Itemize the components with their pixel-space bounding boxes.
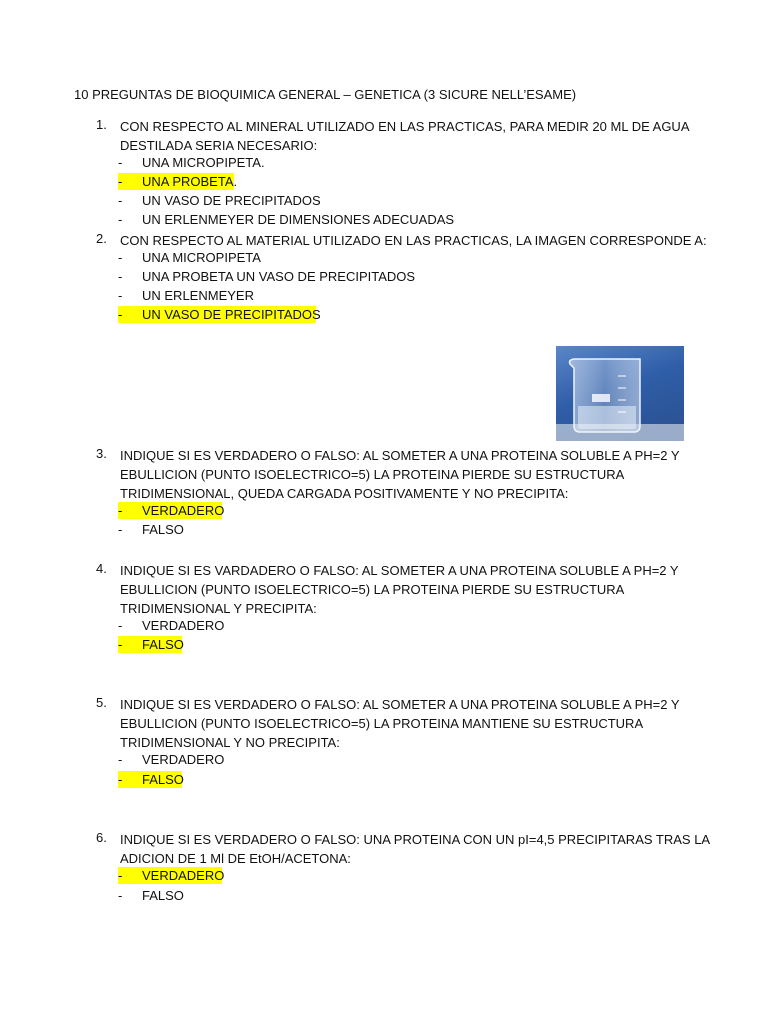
question-5-option-1: VERDADERO — [142, 752, 225, 767]
question-6-option-2: FALSO — [142, 888, 184, 903]
dash: - — [118, 155, 123, 170]
question-4-line-1: INDIQUE SI ES VARDADERO O FALSO: AL SOMETER A UNA PROTEINA SOLUBLE A PH=2 Y — [120, 563, 679, 578]
question-4-number: 4. — [96, 561, 107, 576]
dash: - — [118, 174, 123, 189]
question-4-option-1: VERDADERO — [142, 618, 225, 633]
question-1-option-2-suffix: . — [233, 174, 238, 189]
document-title: 10 PREGUNTAS DE BIOQUIMICA GENERAL – GENETICA (3 SICURE NELL’ESAME) — [74, 87, 577, 102]
question-1-option-4: UN ERLENMEYER DE DIMENSIONES ADECUADAS — [142, 212, 455, 227]
beaker-image — [556, 346, 684, 441]
question-2-option-1: UNA MICROPIPETA — [142, 250, 261, 265]
question-5-option-2: FALSO — [142, 772, 184, 787]
dash: - — [118, 307, 123, 322]
dash: - — [118, 250, 123, 265]
question-2-option-4: UN VASO DE PRECIPITADOS — [142, 307, 321, 322]
question-1-number: 1. — [96, 117, 107, 132]
dash: - — [118, 888, 123, 903]
beaker-icon — [556, 346, 684, 441]
question-3-line-1: INDIQUE SI ES VERDADERO O FALSO: AL SOMETER A UNA PROTEINA SOLUBLE A PH=2 Y — [120, 448, 680, 463]
dash: - — [118, 269, 123, 284]
dash: - — [118, 868, 123, 883]
dash: - — [118, 637, 123, 652]
question-1-line-1: CON RESPECTO AL MINERAL UTILIZADO EN LAS PRACTICAS, PARA MEDIR 20 ML DE AGUA — [120, 119, 690, 134]
dash: - — [118, 288, 123, 303]
question-5-line-3: TRIDIMENSIONAL Y NO PRECIPITA: — [120, 735, 340, 750]
question-1-line-2: DESTILADA SERIA NECESARIO: — [120, 138, 318, 153]
question-6-option-1: VERDADERO — [142, 868, 225, 883]
question-3-line-3: TRIDIMENSIONAL, QUEDA CARGADA POSITIVAMENTE Y NO PRECIPITA: — [120, 486, 569, 501]
question-2-option-3: UN ERLENMEYER — [142, 288, 254, 303]
question-2-number: 2. — [96, 231, 107, 246]
dash: - — [118, 212, 123, 227]
question-6-line-2: ADICION DE 1 Ml DE EtOH/ACETONA: — [120, 851, 351, 866]
question-1-option-2 — [142, 174, 237, 189]
question-5-line-2: EBULLICION (PUNTO ISOELECTRICO=5) LA PROTEINA MANTIENE SU ESTRUCTURA — [120, 716, 644, 731]
dash: - — [118, 772, 123, 787]
question-1-option-1: UNA MICROPIPETA. — [142, 155, 265, 170]
dash: - — [118, 503, 123, 518]
question-5-number: 5. — [96, 695, 107, 710]
question-1-option-2-label: UNA PROBETA — [142, 174, 234, 189]
question-2-option-2: UNA PROBETA UN VASO DE PRECIPITADOS — [142, 269, 416, 284]
question-6-number: 6. — [96, 830, 107, 845]
question-4-line-3: TRIDIMENSIONAL Y PRECIPITA: — [120, 601, 317, 616]
question-5-line-1: INDIQUE SI ES VERDADERO O FALSO: AL SOMETER A UNA PROTEINA SOLUBLE A PH=2 Y — [120, 697, 680, 712]
dash: - — [118, 752, 123, 767]
question-3-option-2: FALSO — [142, 522, 184, 537]
dash: - — [118, 618, 123, 633]
dash: - — [118, 522, 123, 537]
dash: - — [118, 193, 123, 208]
question-2-line-1: CON RESPECTO AL MATERIAL UTILIZADO EN LAS PRACTICAS, LA IMAGEN CORRESPONDE A: — [120, 233, 707, 248]
question-6-line-1: INDIQUE SI ES VERDADERO O FALSO: UNA PROTEINA CON UN pI=4,5 PRECIPITARAS TRAS LA — [120, 832, 711, 847]
question-3-option-1: VERDADERO — [142, 503, 225, 518]
question-3-number: 3. — [96, 446, 107, 461]
question-4-line-2: EBULLICION (PUNTO ISOELECTRICO=5) LA PROTEINA PIERDE SU ESTRUCTURA — [120, 582, 625, 597]
question-1-option-3: UN VASO DE PRECIPITADOS — [142, 193, 321, 208]
question-4-option-2: FALSO — [142, 637, 184, 652]
question-3-line-2: EBULLICION (PUNTO ISOELECTRICO=5) LA PROTEINA PIERDE SU ESTRUCTURA — [120, 467, 625, 482]
